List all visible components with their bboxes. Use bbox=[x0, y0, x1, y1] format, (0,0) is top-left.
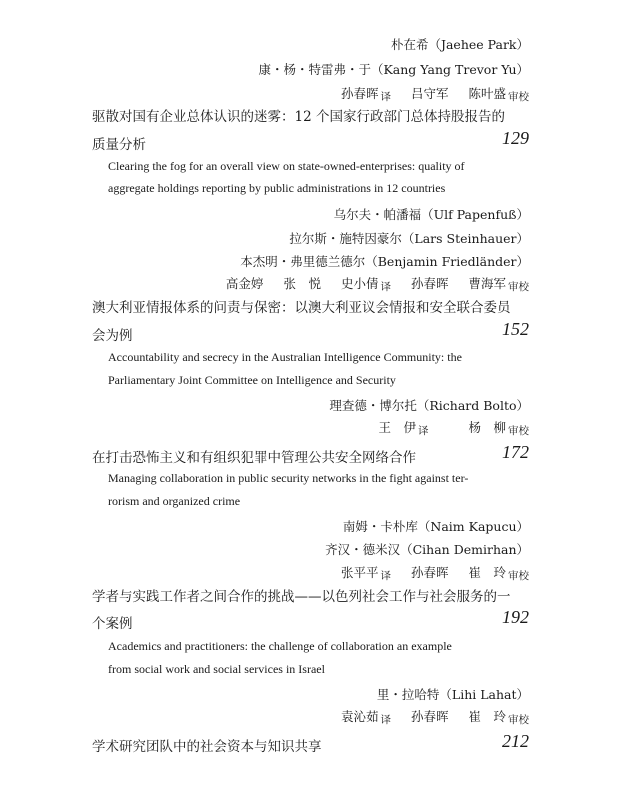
reviewer-name: 曹海军 bbox=[468, 276, 506, 291]
reviewer-role: 审校 bbox=[508, 714, 529, 726]
translator-reviewer-line bbox=[226, 274, 529, 294]
page-number[interactable]: 172 bbox=[502, 442, 529, 462]
translator-name: 高金婷 bbox=[225, 276, 264, 291]
page-number[interactable]: 152 bbox=[502, 319, 529, 339]
author-line: 南姆・卡朴库（Naim Kapucu） bbox=[342, 519, 529, 534]
translator-role: 译 bbox=[380, 91, 391, 103]
author-line: 康・杨・特雷弗・于（Kang Yang Trevor Yu） bbox=[258, 62, 529, 77]
translator-role: 译 bbox=[417, 425, 429, 437]
translator-reviewer-line bbox=[378, 418, 529, 438]
page-number[interactable]: 192 bbox=[502, 607, 529, 627]
toc-title-en: Managing collaboration in public security networks in the fight against ter- bbox=[108, 471, 469, 485]
toc-title-zh[interactable]: 个案例 bbox=[92, 616, 133, 632]
reviewer-name: 崔 玲 bbox=[468, 709, 506, 724]
toc-title-zh[interactable]: 学术研究团队中的社会资本与知识共享 bbox=[92, 739, 322, 755]
toc-title-en: aggregate holdings reporting by public administrations in 12 countries bbox=[108, 181, 446, 195]
reviewer-name: 杨 柳 bbox=[468, 420, 506, 435]
toc-title-zh[interactable]: 学者与实践工作者之间合作的挑战——以色列社会工作与社会服务的一 bbox=[92, 589, 511, 605]
toc-title-zh[interactable]: 澳大利亚情报体系的问责与保密：以澳大利亚议会情报和安全联合委员 bbox=[92, 300, 511, 316]
translator-name: 史小倩 bbox=[340, 276, 379, 291]
reviewer-name: 孙春晖 bbox=[410, 276, 449, 291]
translator-name: 张平平 bbox=[340, 565, 379, 580]
page-number[interactable]: 129 bbox=[502, 128, 529, 148]
reviewer-role: 审校 bbox=[508, 570, 529, 582]
reviewer-role: 审校 bbox=[508, 91, 529, 103]
toc-title-zh[interactable]: 质量分析 bbox=[92, 137, 146, 153]
toc-title-en: from social work and social services in Israel bbox=[108, 662, 325, 676]
translator-role: 译 bbox=[380, 281, 391, 293]
author-line: 里・拉哈特（Lihi Lahat） bbox=[376, 687, 529, 702]
author-line: 本杰明・弗里德兰德尔（Benjamin Friedländer） bbox=[240, 254, 529, 269]
translator-role: 译 bbox=[380, 714, 391, 726]
toc-title-zh[interactable]: 会为例 bbox=[92, 328, 133, 344]
translator-role: 译 bbox=[380, 570, 391, 582]
translator-reviewer-line bbox=[341, 84, 529, 104]
reviewer-role: 审校 bbox=[508, 425, 529, 437]
reviewer-name: 吕守军 bbox=[410, 86, 449, 101]
author-line: 乌尔夫・帕潘福（Ulf Papenfuß） bbox=[333, 207, 529, 222]
toc-title-zh[interactable]: 驱散对国有企业总体认识的迷雾：12 个国家行政部门总体持股报告的 bbox=[92, 109, 505, 125]
toc-title-en: rorism and organized crime bbox=[108, 494, 241, 508]
reviewer-name: 陈叶盛 bbox=[468, 86, 506, 101]
author-line: 拉尔斯・施特因豪尔（Lars Steinhauer） bbox=[289, 231, 529, 246]
reviewer-name: 孙春晖 bbox=[410, 565, 449, 580]
page-number[interactable]: 212 bbox=[502, 731, 529, 751]
translator-name: 张 悦 bbox=[283, 276, 321, 291]
toc-title-zh[interactable]: 在打击恐怖主义和有组织犯罪中管理公共安全网络合作 bbox=[92, 450, 416, 466]
translator-reviewer-line bbox=[341, 563, 529, 583]
toc-title-en: Parliamentary Joint Committee on Intelligence and Security bbox=[108, 373, 396, 387]
toc-title-en: Accountability and secrecy in the Australian Intelligence Community: the bbox=[108, 350, 462, 364]
author-line: 理查德・博尔托（Richard Bolto） bbox=[329, 398, 529, 413]
author-line: 朴在希（Jaehee Park） bbox=[390, 37, 529, 52]
toc-title-en: Clearing the fog for an overall view on state-owned-enterprises: quality of bbox=[108, 159, 465, 173]
toc-title-en: Academics and practitioners: the challenge of collaboration an example bbox=[108, 639, 452, 653]
translator-reviewer-line bbox=[341, 707, 529, 727]
author-line: 齐汉・德米汉（Cihan Demirhan） bbox=[325, 542, 529, 557]
translator-name: 孙春晖 bbox=[340, 86, 379, 101]
translator-name: 袁沁茹 bbox=[340, 709, 379, 724]
reviewer-name: 孙春晖 bbox=[410, 709, 449, 724]
reviewer-name: 崔 玲 bbox=[468, 565, 506, 580]
reviewer-role: 审校 bbox=[508, 281, 529, 293]
translator-name: 王 伊 bbox=[378, 420, 416, 435]
